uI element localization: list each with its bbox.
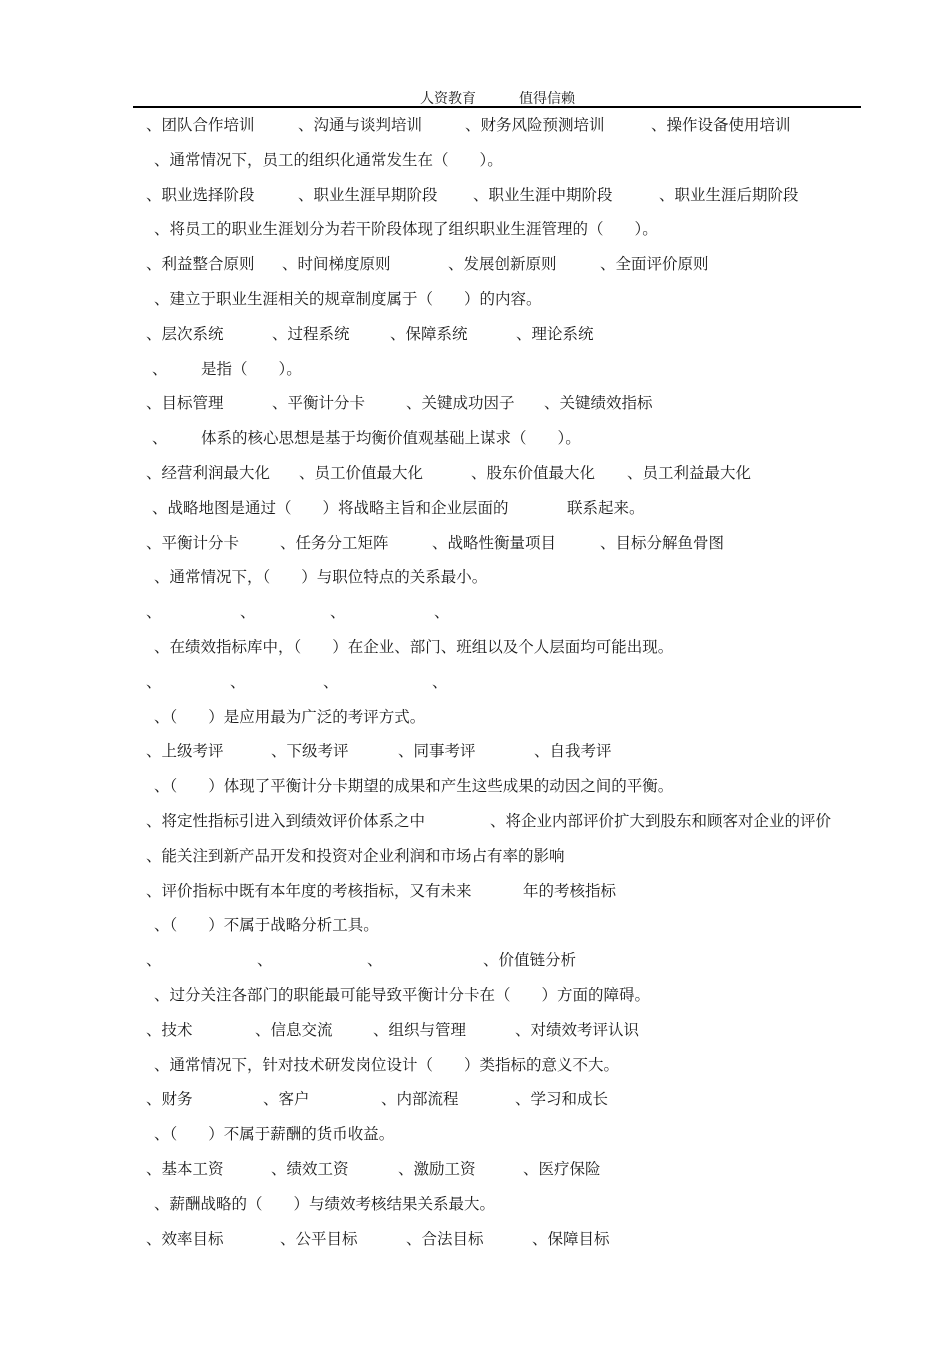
text-segment: 、技术 (146, 1020, 193, 1039)
text-segment: 、时间梯度原则 (282, 255, 391, 274)
text-segment: 、 (146, 672, 162, 691)
text-line (0, 114, 950, 136)
text-segment: 、学习和成长 (515, 1090, 609, 1109)
text-segment: 、绩效工资 (271, 1160, 349, 1178)
text-segment: 、战略地图是通过（ ）将战略主旨和企业层面的 (152, 498, 509, 517)
text-segment: 、 (434, 603, 450, 622)
text-line (0, 358, 950, 380)
text-segment: 、关键成功因子 (406, 394, 515, 413)
text-line (0, 427, 950, 449)
text-segment: 、 (323, 672, 339, 691)
text-line (0, 1019, 950, 1041)
text-segment: 、沟通与谈判培训 (298, 116, 423, 134)
text-line (0, 740, 950, 762)
text-segment: 、平衡计分卡 (272, 394, 366, 413)
text-line (0, 775, 950, 797)
text-segment: 、对绩效考评认识 (515, 1020, 640, 1039)
text-segment: 、薪酬战略的（ ）与绩效考核结果关系最大。 (154, 1194, 496, 1213)
text-segment: 、在绩效指标库中，（ ）在企业、部门、班组以及个人层面均可能出现。 (154, 638, 674, 656)
text-segment: 、 (230, 672, 246, 691)
text-line (0, 601, 950, 623)
text-segment: 是指（ ）。 (201, 359, 302, 378)
text-line (0, 323, 950, 345)
text-line (0, 845, 950, 867)
text-segment: 、同事考评 (398, 742, 476, 761)
text-segment: 、医疗保险 (523, 1160, 601, 1178)
text-segment: 、团队合作培训 (146, 116, 255, 134)
text-segment: 、员工价值最大化 (299, 464, 424, 482)
header-right-text: 值得信赖 (519, 91, 575, 107)
text-segment: 、价值链分析 (483, 951, 577, 970)
text-segment: 、保障系统 (390, 324, 468, 343)
text-line (0, 1158, 950, 1180)
text-segment: 、将定性指标引进入到绩效评价体系之中 (146, 812, 426, 830)
text-segment: 、过分关注各部门的职能最可能导致平衡计分卡在（ ）方面的障碍。 (154, 986, 651, 1004)
text-segment: 、通常情况下，员工的组织化通常发生在（ ）。 (154, 150, 503, 169)
text-segment: 、建立于职业生涯相关的规章制度属于（ ）的内容。 (154, 290, 542, 308)
text-segment: 、内部流程 (381, 1090, 459, 1109)
text-segment: 、任务分工矩阵 (280, 533, 389, 552)
text-segment: 、自我考评 (534, 742, 612, 761)
text-segment: 、合法目标 (406, 1229, 484, 1248)
text-segment: 、职业生涯后期阶段 (659, 185, 799, 204)
text-line (0, 218, 950, 240)
text-line (0, 810, 950, 832)
text-segment: 、将企业内部评价扩大到股东和顾客对企业的评价 (490, 812, 832, 830)
text-segment: 、经营利润最大化 (146, 464, 271, 482)
text-line (0, 1228, 950, 1250)
text-line (0, 462, 950, 484)
text-segment: 、目标管理 (146, 394, 224, 413)
text-segment: 、平衡计分卡 (146, 533, 240, 552)
text-line (0, 984, 950, 1006)
text-segment: 、能关注到新产品开发和投资对企业利润和市场占有率的影响 (146, 846, 565, 865)
text-line (0, 1193, 950, 1215)
text-line (0, 253, 950, 275)
text-segment: 、（ ）不属于薪酬的货币收益。 (154, 1125, 395, 1144)
text-segment: 、信息交流 (255, 1020, 333, 1039)
text-line (0, 1123, 950, 1145)
text-line (0, 497, 950, 519)
text-segment: 、 (152, 359, 168, 378)
text-segment: 体系的核心思想是基于均衡价值观基础上谋求（ ）。 (201, 429, 581, 448)
text-segment: 、（ ）不属于战略分析工具。 (154, 916, 379, 935)
text-line (0, 706, 950, 728)
text-segment: 、过程系统 (272, 324, 350, 343)
text-line (0, 949, 950, 971)
text-line (0, 636, 950, 658)
text-segment: 联系起来。 (567, 498, 645, 517)
text-segment: 、职业生涯早期阶段 (298, 185, 438, 204)
text-segment: 、上级考评 (146, 742, 224, 761)
text-line (0, 880, 950, 902)
text-segment: 、下级考评 (271, 742, 349, 761)
text-segment: 、利益整合原则 (146, 255, 255, 274)
text-segment: 年的考核指标 (523, 881, 617, 900)
text-line (0, 392, 950, 414)
header-left-text: 人资教育 (420, 91, 476, 107)
text-line (0, 1054, 950, 1076)
text-line (0, 149, 950, 171)
text-segment: 、（ ）是应用最为广泛的考评方式。 (154, 707, 426, 726)
text-segment: 、客户 (263, 1090, 310, 1109)
text-segment: 、效率目标 (146, 1229, 224, 1248)
text-segment: 、理论系统 (516, 324, 594, 343)
text-line (0, 671, 950, 693)
text-segment: 、职业生涯中期阶段 (473, 185, 613, 204)
text-segment: 、全面评价原则 (600, 255, 709, 274)
text-line (0, 566, 950, 588)
text-segment: 、 (240, 603, 256, 622)
text-segment: 、 (146, 951, 162, 970)
text-segment: 、通常情况下，针对技术研发岗位设计（ ）类指标的意义不大。 (154, 1055, 620, 1074)
text-segment: 、将员工的职业生涯划分为若干阶段体现了组织职业生涯管理的（ ）。 (154, 220, 658, 239)
text-segment: 、操作设备使用培训 (651, 116, 791, 134)
text-segment: 、战略性衡量项目 (432, 533, 557, 552)
text-segment: 、激励工资 (398, 1160, 476, 1178)
text-segment: 、职业选择阶段 (146, 185, 255, 204)
text-segment: 、财务风险预测培训 (465, 116, 605, 134)
text-segment: 、股东价值最大化 (471, 464, 596, 482)
text-segment: 、目标分解鱼骨图 (600, 533, 725, 552)
text-segment: 、基本工资 (146, 1160, 224, 1178)
text-segment: 、 (257, 951, 273, 970)
text-line (0, 532, 950, 554)
text-segment: 、 (432, 672, 448, 691)
text-segment: 、保障目标 (532, 1229, 610, 1248)
text-segment: 、 (152, 429, 168, 448)
text-segment: 、员工利益最大化 (627, 464, 752, 482)
text-segment: 、 (146, 603, 162, 622)
text-segment: 、 (367, 951, 383, 970)
text-line (0, 914, 950, 936)
text-segment: 、关键绩效指标 (544, 394, 653, 413)
text-segment: 、财务 (146, 1090, 193, 1109)
text-segment: 、通常情况下，（ ）与职位特点的关系最小。 (154, 568, 488, 587)
text-line (0, 184, 950, 206)
text-segment: 、（ ）体现了平衡计分卡期望的成果和产生这些成果的动因之间的平衡。 (154, 777, 674, 796)
text-segment: 、发展创新原则 (448, 255, 557, 274)
text-line (0, 1088, 950, 1110)
text-segment: 、 (330, 603, 346, 622)
text-segment: 、组织与管理 (373, 1020, 467, 1039)
text-segment: 、评价指标中既有本年度的考核指标，又有未来 (146, 881, 472, 900)
text-line (0, 288, 950, 310)
text-segment: 、公平目标 (280, 1229, 358, 1248)
text-segment: 、层次系统 (146, 324, 224, 343)
